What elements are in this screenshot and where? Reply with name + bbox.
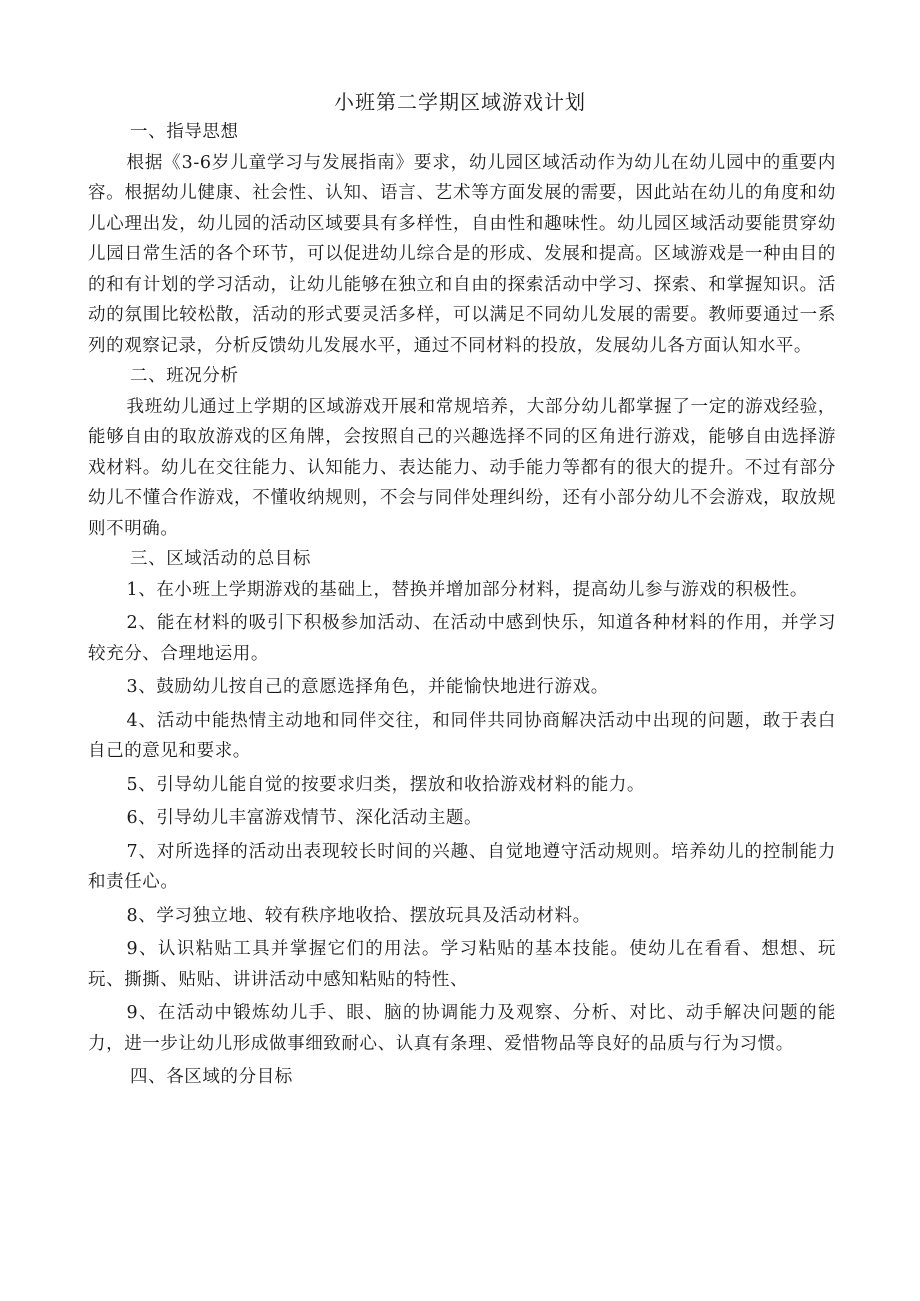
- section-heading-area-goals: 四、各区域的分目标: [130, 1067, 293, 1087]
- goal-item: 1、在小班上学期游戏的基础上，替换并增加部分材料，提高幼儿参与游戏的积极性。: [126, 579, 808, 600]
- class-analysis-paragraph: 我班幼儿通过上学期的区域游戏开展和常规培养，大部分幼儿都掌握了一定的游戏经验，能够自由的取放游戏的区角牌，会按照自己的兴趣选择不同的区角进行游戏，能够自由选择游戏材料。幼儿在交往能力、认知能力、表达能力、动手能力等都有的很大的提升。不过有部分幼儿不懂合作游戏，不懂收纳规则，不会与同伴处理纠纷，还有小部分幼儿不会游戏，取放规则不明确。: [88, 396, 836, 539]
- section-heading-guiding: 一、指导思想: [130, 122, 239, 142]
- goal-item: 7、对所选择的活动出表现较长时间的兴趣、自觉地遵守活动规则。培养幼儿的控制能力和责任心。: [88, 841, 836, 892]
- section-heading-class-analysis: 二、班况分析: [130, 366, 239, 386]
- goal-item: 9、在活动中锻炼幼儿手、眼、脑的协调能力及观察、分析、对比、动手解决问题的能力，进一步让幼儿形成做事细致耐心、认真有条理、爱惜物品等良好的品质与行为习惯。: [88, 1003, 836, 1054]
- goal-item: 2、能在材料的吸引下积极参加活动、在活动中感到快乐，知道各种材料的作用，并学习较充分、合理地运用。: [88, 613, 836, 664]
- section-heading-overall-goals: 三、区域活动的总目标: [130, 549, 311, 569]
- document-body: [88, 117, 836, 1093]
- guiding-paragraph: 根据《3-6岁儿童学习与发展指南》要求，幼儿园区域活动作为幼儿在幼儿园中的重要内容。根据幼儿健康、社会性、认知、语言、艺术等方面发展的需要，因此站在幼儿的角度和幼儿心理出发，幼儿园的活动区域要具有多样性，自由性和趣味性。幼儿园区域活动要能贯穿幼儿园日常生活的各个环节，可以促进幼儿综合是的形成、发展和提高。区域游戏是一种由目的的和有计划的学习活动，让幼儿能够在独立和自由的探索活动中学习、探索、和掌握知识。活动的氛围比较松散，活动的形式要灵活多样，可以满足不同幼儿发展的需要。教师要通过一系列的观察记录，分析反馈幼儿发展水平，通过不同材料的投放，发展幼儿各方面认知水平。: [88, 152, 836, 356]
- goal-item: 9、认识粘贴工具并掌握它们的用法。学习粘贴的基本技能。使幼儿在看看、想想、玩玩、撕撕、贴贴、讲讲活动中感知粘贴的特性、: [88, 939, 836, 990]
- goal-item: 6、引导幼儿丰富游戏情节、深化活动主题。: [126, 808, 483, 828]
- goal-item: 3、鼓励幼儿按自己的意愿选择角色，并能愉快地进行游戏。: [126, 677, 609, 697]
- goal-item: 8、学习独立地、较有秩序地收拾、摆放玩具及活动材料。: [126, 905, 591, 926]
- document-title: 小班第二学期区域游戏计划: [334, 90, 586, 114]
- goal-item: 4、活动中能热情主动地和同伴交往，和同伴共同协商解决活动中出现的问题，敢于表白自己的意见和要求。: [88, 710, 836, 761]
- goal-item: 5、引导幼儿能自觉的按要求归类，摆放和收拾游戏材料的能力。: [126, 774, 646, 795]
